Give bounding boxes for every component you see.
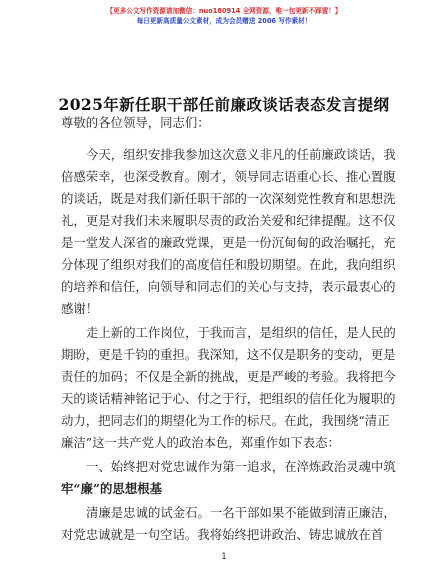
promo-banner-line-2: 每日更新高质量公文素材，成为会员赠送 2006 写作素材！ [136, 17, 312, 25]
paragraph-line: 的谈话，既是对我们新任职干部的一次深刻党性教育和思想洗 [61, 191, 396, 206]
paragraph-line: 的培养和信任，向领导和同志们的关心与支持，表示最衷心的 [61, 279, 396, 294]
paragraph-line: 倍感荣幸，也深受教育。刚才，领导同志语重心长、推心置腹 [61, 169, 396, 184]
document-title: 2025年新任职干部任前廉政谈话表态发言提纲 [58, 95, 390, 114]
paragraph-line: 今天，组织安排我参加这次意义非凡的任前廉政谈话，我 [86, 147, 396, 162]
promo-banner-line-1: 【更多公文写作资源请加微信：nuo180914 全网资源，唯一包更新不踩雷！】 [106, 7, 342, 15]
salutation: 尊敬的各位领导，同志们： [61, 115, 210, 130]
paragraph-line: 对党忠诚就是一句空话。我将始终把讲政治、铸忠诚放在首 [61, 527, 384, 542]
paragraph-line: 分体现了组织对我们的高度信任和殷切期望。在此，我向组织 [61, 257, 396, 272]
paragraph-line: 责任的加码；不仅是全新的挑战，更是严峻的考验。我将把今 [61, 369, 396, 384]
section-heading-line: 一、始终把对党忠诚作为第一追求，在淬炼政治灵魂中筑 [86, 459, 396, 474]
section-heading-line: 牢“廉”的思想根基 [61, 481, 162, 496]
paragraph-line: 天的谈话精神铭记于心、付之于行，把组织的信任化为履职的 [61, 391, 396, 406]
page-number: 1 [221, 552, 227, 562]
paragraph-line: 是一堂发人深省的廉政党课，更是一份沉甸甸的政治嘱托，充 [61, 235, 396, 250]
paragraph-line: 清廉是忠诚的试金石。一名干部如果不能做到清正廉洁， [86, 505, 396, 520]
paragraph-line: 廉洁”这一共产党人的政治本色，郑重作如下表态： [61, 435, 340, 450]
paragraph-line: 感谢！ [61, 301, 99, 316]
paragraph-line: 动力，把同志们的期望化为工作的标尺。在此，我围绕“清正 [61, 413, 390, 428]
paragraph-line: 礼，更是对我们未来履职尽责的政治关爱和纪律提醒。这不仅 [61, 213, 396, 228]
paragraph-line: 期盼，更是千钧的重担。我深知，这不仅是职务的变动，更是 [61, 347, 396, 362]
paragraph-line: 走上新的工作岗位，于我而言，是组织的信任，是人民的 [86, 325, 396, 340]
